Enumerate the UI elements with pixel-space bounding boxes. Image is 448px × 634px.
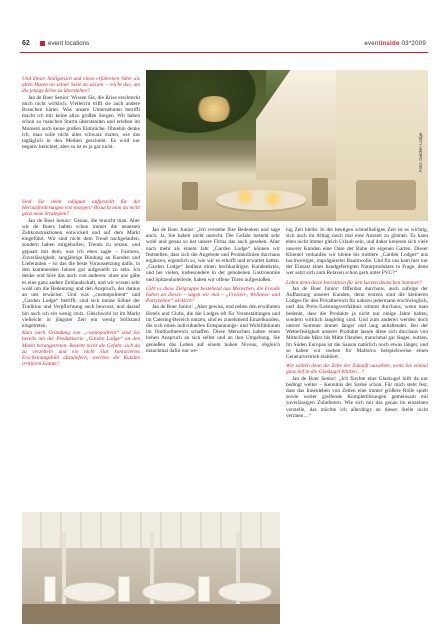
- magazine-prefix: event: [364, 40, 381, 47]
- photo-chair: [44, 576, 56, 602]
- photo-floor: [22, 604, 280, 624]
- column-3: [286, 227, 428, 420]
- answer: Jan de Boer Junior: „Aber gewiss, und neben den erwähnten Hotels und Clubs, die die Lodges oft für Veranstaltungen und im Catering-Bereich nutzen, sind es zunehmend Einzelkunden, die sich einen individuellen Entspannungs- und Wohlfühlraum im Outdoorbereich schaffen. Diese Menschen haben einen hohen Anspruch an sich selbst und an ihre Umgebung. Sie genießen das Leben auf einem hohen Niveau, obgleich manchmal dafür nur we-: [146, 304, 280, 354]
- question: Kurz nach Gründung von „cosmopolitent“ sind Sie bereits mit der Produktserie „Garden Lodge“ an den Markt herangetreten. Besteht nicht die Gefahr, sich da zu verzetteln und ein nicht klar konturiertes Erscheinungsbild abzuliefern, welches die Kunden irritieren könnte?: [22, 330, 140, 368]
- photo-table: [218, 582, 272, 602]
- photo-table: [216, 190, 306, 210]
- photo-chair: [182, 182, 198, 210]
- photo-candle: [270, 196, 276, 202]
- page-number: 62: [22, 40, 30, 47]
- issue-number: 03*2009: [401, 40, 426, 47]
- photo-lamp: [194, 96, 234, 122]
- answer: Jan de Boer Senior: „Ich fürchte eine Glaskugel hilft da nur bedingt weiter – Kenntnis der Szene schon. Für mich steht fest, dass das Innenleben von Zelten eine immer größere Rolle spielt sowie weiter greifende Komplettlösungen gemeinsam mit zuverlässigen Zulieferern. Wie sich mir das genau im einzelnen vorstelle, das möchte ich allerdings an dieser Stelle nicht verraten…“: [286, 375, 428, 419]
- column-2: [146, 227, 280, 355]
- header-rule: [20, 52, 428, 53]
- answer: Jan de Boer Junior: „Ich verstehe Ihre Bedenken und sage auch: Ja, Sie haben nicht unrecht. Die Gefahr besteht sehr wohl und genau so hat unsere Firma das auch gesehen. Aber nach mehr als einem Jahr „Garden Lodge“ können wir feststellen, dass sich die Angebote und Produktlinien durchaus ergänzen, eigentlich so, wie wir es erhofft und erwartet hatten. „Garden Lodge“ bedient einen hochkarätigen Kundenkreis, und bei vielen, insbesondere in der gehobenen Gastronomie und Spitzenhotellerie, haben wir offene Türen aufgestoßen.: [146, 227, 280, 283]
- question: Lohnt denn diese Investition für den kurzen deutschen Sommer?: [286, 279, 422, 286]
- question: Wie sollten denn die Zelte der Zukunft aussehen, wenn Sie einmal ganz tief in die Glaskugel blicken…?: [286, 363, 428, 376]
- question: Gibt es diese Zielgruppe bestehend aus Menschen, die Freude haben an diesen – sagen wir mal – „Freizeit-, Wellness- und Partyzelten“ wirklich?: [146, 285, 280, 305]
- photo-table: [62, 582, 116, 602]
- photo-sofa: [356, 180, 416, 210]
- answer: Jan de Boer Senior: Genau, die braucht man. Aber wir de Boers haben schon immer die neuesten Zeltkonstruktionen entwickelt und auf dem Markt eingeführt. Wir sind nicht dem Trend nachgelaufen, sondern haben mitgeholfen, Trends zu setzen, und gepaart mit dem, was ich eben sagte – Fairness, Zuverlässigkeit, langjährige Bindung an Kunden und Lieferanten – ist das die beste Voraussetzung dafür, in den kommenden Jahren gut aufgestellt zu sein. Ich denke und höre das auch von anderen: ohne uns gäbe es eine ganz andere Zeltlandschaft, und wir wissen sehr wohl um die Bedeutung und den Anspruch, der daraus an uns erwächst. Und was „cosmopolitent“ und „Garden Lodge“ betrifft, sind sich meine Söhne der Tradition und Verpflichtung auch bewusst, und darauf bin auch ich ein wenig stolz. Gleichwohl ist im Markt vielleicht in jüngster Zeit ein wenig Stillstand eingetreten.: [22, 217, 140, 330]
- section-marker: [40, 41, 45, 46]
- magazine-mid: inside: [380, 40, 400, 47]
- magazine-issue: [364, 40, 426, 47]
- tent-interior-photo: [22, 512, 280, 624]
- photo-table: [142, 582, 196, 602]
- photo-chair: [312, 178, 328, 206]
- answer: Jan de Boer Junior: Offenbar durchaus, auch zufolge der Auffassung unserer Kunden, denn erstens sind die kleineren Lodges für den Privatbereich für nahezu jedermann erschwinglich, und das Preis-/Leistungsverhältnis stimmt durchaus, wenn man bedenkt, dass die Produkte ja nicht nur einige Jahre halten, sondern wirklich langlebig sind. Und zum anderen werden doch unsere Sommer immer länger und lang anhaltender. Bei der Wetterfestigkeit unserer Produkte lassen diese sich durchaus von Mitte/Ende März bis Mitte Oktober, manchmal gar länger, nutzen. Im Süden Europas ist die Saison natürlich noch etwas länger, und so haben wir soeben für Mallorca beispielsweise einen Generalvertrieb etabliert.: [286, 285, 428, 361]
- column-1-top: [22, 76, 140, 151]
- photo-credit: Foto: Garden Lodge: [418, 132, 423, 172]
- answer: Jan de Boer Senior: Wissen Sie, die Krise erschreckt mich nicht wirklich. Vielleicht trifft sie auch andere Branchen härter. Was unsere Unternehmen betrifft macht ich mir keine allzu großen Sorgen. Wir haben schon so manchen Sturm überstanden und erleben im Moment auch keine großen Einbrüche. Ohnehin denke ich, man solle nicht alles schwarz malen, wie das tagtäglich in den Medien geschieht. Es wird nur negativ berichtet, aber so ist es ja gar nicht.: [22, 94, 140, 151]
- column-1-bottom: [22, 199, 140, 367]
- answer: nig Zeit bleibt. In der heutigen schnelllebigen Zeit ist es wichtig, sich auch im Alltag rasch mal eine Auszeit zu gönnen. Es kann eben nicht immer gleich Urlaub sein, und daher kreieren sich viele unserer Kunden eine Oase der Ruhe im eigenen Garten. Dieser Klientel verkaufen wir kleine bis mittlere „Garden Lodges“ aus hochwertiger, imprägnierter Baumwolle. Und für uns kam hier nur der Einsatz eines handgefertigten Naturproduktes in Frage, denn wer setzt sich zum Relaxen schon gern unter PVC?“: [286, 227, 428, 277]
- question: Und dieser Stallgeruch und einen erfahrenen Vater als alten Hasen an seiner Seite zu wissen – reicht das, um die jetzige Krise zu überstehen?: [22, 76, 140, 95]
- photo-chair: [198, 576, 210, 602]
- photo-candle: [242, 194, 248, 200]
- question: Sind Sie denn adäquat aufgestellt für die Herausforderungen von morgen? Braucht man da nicht ganz neue Strategien?: [22, 199, 140, 218]
- page-header: [16, 38, 432, 50]
- section-title: event locations: [48, 40, 90, 47]
- photo-chair: [118, 576, 130, 602]
- garden-lodge-night-photo: [146, 70, 428, 221]
